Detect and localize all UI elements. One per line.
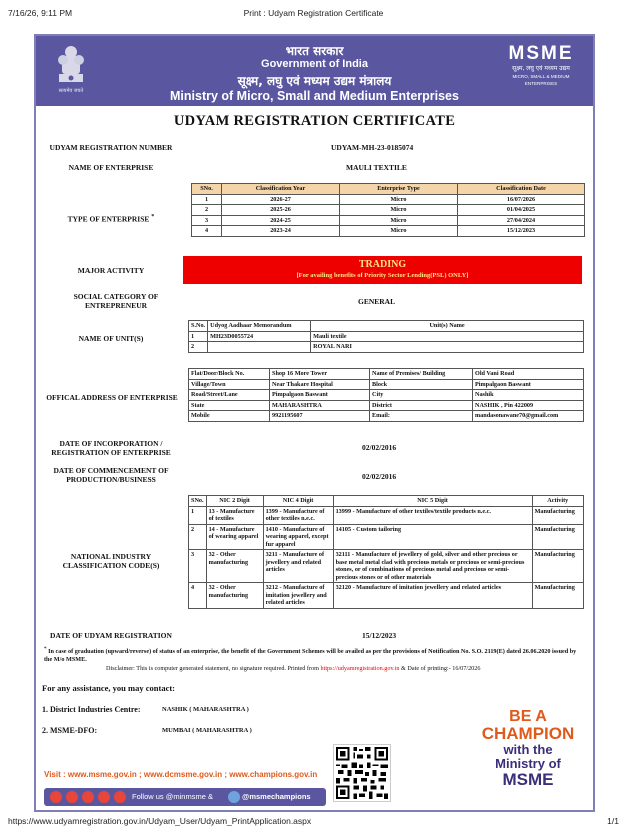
nic-header: NIC 4 Digit — [263, 496, 333, 507]
reg-number-label: UDYAM REGISTRATION NUMBER — [49, 143, 173, 152]
hindi-ministry-title: सूक्ष्म, लघु एवं मध्यम उद्यम मंत्रालय — [237, 74, 392, 88]
visit-links[interactable]: Visit : www.msme.gov.in ; www.dcmsme.gov.in ; www.champions.gov.in — [44, 770, 318, 779]
disclaimer-link[interactable]: https://udyamregistration.gov.in — [320, 665, 400, 672]
nic-header: NIC 5 Digit — [333, 496, 532, 507]
nic-cell: 3212 - Manufacture of imitation jewellery and related articles — [263, 583, 333, 609]
dic-label: 1. District Industries Centre: — [42, 705, 141, 714]
enterprise-name-label: NAME OF ENTERPRISE — [68, 163, 154, 172]
classification-cell: 2024-25 — [222, 215, 340, 226]
nic-row — [189, 550, 584, 583]
dfo-label: 2. MSME-DFO: — [42, 726, 98, 735]
address-cell: 9921195607 — [270, 411, 370, 422]
nic-table — [188, 495, 584, 609]
enterprise-name-value: MAULI TEXTILE — [346, 163, 407, 172]
address-cell: Mobile — [189, 411, 270, 422]
classification-row — [192, 205, 585, 216]
address-row — [189, 369, 584, 380]
footnote-text: In case of graduation (upward/reverse) of status of an enterprise, the benefit of the Government Schemes will be availed as per the provisions of Notification No. S.O. 2119(E) dated 26.06.2020 issued by the M/o MSME. — [44, 648, 577, 663]
classification-header: Classification Year — [222, 184, 340, 195]
classification-cell: 2023-24 — [222, 226, 340, 237]
msme-logo-hindi: सूक्ष्म, लघु एवं मध्यम उद्यम — [512, 65, 570, 72]
twitter-icon[interactable] — [98, 791, 110, 803]
promo-line1: BE A — [509, 708, 547, 725]
classification-row — [192, 194, 585, 205]
nic-header: SNo. — [189, 496, 207, 507]
classification-cell: 2025-26 — [222, 205, 340, 216]
address-cell: NASHIK , Pin 422009 — [473, 400, 584, 411]
units-row — [189, 342, 584, 353]
address-cell: Email: — [370, 411, 473, 422]
print-page-number: 1/1 — [607, 816, 619, 826]
classification-cell: 27/04/2024 — [458, 215, 585, 226]
classification-cell: 15/12/2023 — [458, 226, 585, 237]
nic-header: Activity — [532, 496, 583, 507]
promo-line4: Ministry of — [495, 756, 561, 771]
nic-cell: Manufacturing — [532, 550, 583, 583]
commencement-label: DATE OF COMMENCEMENT OF PRODUCTION/BUSINESS — [53, 466, 169, 484]
contact-heading: For any assistance, you may contact: — [42, 683, 175, 693]
classification-cell: 1 — [192, 194, 222, 205]
incorporation-label: DATE OF INCORPORATION / REGISTRATION OF ENTERPRISE — [51, 439, 171, 457]
nic-cell: 32 - Other manufacturing — [206, 550, 263, 583]
classification-cell: 2 — [192, 205, 222, 216]
type-label — [36, 212, 186, 224]
social-category-label: SOCIAL CATEGORY OF ENTREPRENEUR — [73, 292, 159, 310]
type-label-text: TYPE OF ENTERPRISE — [67, 214, 150, 224]
nic-cell: 14 - Manufacture of wearing apparel — [206, 524, 263, 550]
youtube-icon[interactable] — [82, 791, 94, 803]
classification-table — [191, 183, 585, 237]
promo-line5: MSME — [502, 770, 554, 789]
print-title: Print : Udyam Registration Certificate — [243, 8, 384, 18]
print-datetime: 7/16/26, 9:11 PM — [8, 8, 73, 18]
address-cell: Near Thakare Hospital — [270, 379, 370, 390]
nic-row — [189, 506, 584, 524]
address-cell: Shop 16 More Tower — [270, 369, 370, 380]
print-footer — [0, 814, 627, 832]
classification-cell: Micro — [340, 194, 458, 205]
nic-cell: 1410 - Manufacture of wearing apparel, except fur apparel — [263, 524, 333, 550]
address-cell: City — [370, 390, 473, 401]
nic-cell: 3211 - Manufacture of jewellery and related articles — [263, 550, 333, 583]
nic-header: NIC 2 Digit — [206, 496, 263, 507]
gov-title: Government of India — [261, 58, 368, 70]
units-cell — [208, 342, 311, 353]
nic-cell: 32120 - Manufacture of imitation jewellery and related articles — [333, 583, 532, 609]
nic-cell: 13 - Manufacture of textiles — [206, 506, 263, 524]
nic-cell: 14105 - Custom tailoring — [333, 524, 532, 550]
address-cell: Flat/Door/Block No. — [189, 369, 270, 380]
champion-promo — [469, 708, 587, 789]
units-header: Udyog Aadhaar Memorandum — [208, 321, 311, 332]
nic-cell: 32111 - Manufacture of jewellery of gold, silver and other precious or base metal metal clad with precious metals or precious or semi-precious stones, or of combinations of precious metal and precious or semi-precious stones or of other materials — [333, 550, 532, 583]
address-cell: Pimpalgaon Baswant — [270, 390, 370, 401]
units-cell: MH23D0055724 — [208, 331, 311, 342]
units-cell: Mauli textile — [311, 331, 584, 342]
nic-cell: Manufacturing — [532, 524, 583, 550]
promo-line3: with the — [503, 742, 553, 757]
linkedin-icon[interactable] — [114, 791, 126, 803]
classification-cell: Micro — [340, 215, 458, 226]
hindi-gov-title: भारत सरकार — [285, 44, 344, 58]
nic-cell: 1 — [189, 506, 207, 524]
ministry-banner — [36, 36, 593, 106]
udyam-date-value: 15/12/2023 — [362, 631, 397, 640]
print-header — [0, 0, 627, 22]
msme-logo-sub: MICRO, SMALL & MEDIUM ENTERPRISES — [512, 74, 570, 86]
classification-header: SNo. — [192, 184, 222, 195]
address-cell: Nashik — [473, 390, 584, 401]
address-cell: District — [370, 400, 473, 411]
address-label: OFFICAL ADDRESS OF ENTERPRISE — [46, 393, 178, 402]
type-star: * — [151, 213, 155, 220]
classification-row — [192, 215, 585, 226]
address-cell: MAHARASHTRA — [270, 400, 370, 411]
msme-logo — [499, 44, 583, 90]
certificate-frame — [34, 34, 595, 812]
follow-text: Follow us @minmsme & — [132, 792, 213, 801]
units-label: NAME OF UNIT(S) — [78, 334, 144, 343]
address-cell: Village/Town — [189, 379, 270, 390]
nic-header-row — [189, 496, 584, 507]
classification-cell: Micro — [340, 226, 458, 237]
reg-number-value: UDYAM-MH-23-0185074 — [331, 143, 414, 152]
address-row — [189, 390, 584, 401]
ministry-title: Ministry of Micro, Small and Medium Enterprises — [170, 89, 459, 103]
classification-cell: Micro — [340, 205, 458, 216]
footnote-star: * — [44, 646, 47, 652]
nic-row — [189, 583, 584, 609]
classification-header: Classification Date — [458, 184, 585, 195]
units-header-row — [189, 321, 584, 332]
classification-header: Enterprise Type — [340, 184, 458, 195]
classification-cell: 16/07/2026 — [458, 194, 585, 205]
address-row — [189, 411, 584, 422]
address-cell: mandasonawane70@gmail.com — [473, 411, 584, 422]
address-cell: Name of Premises/ Building — [370, 369, 473, 380]
facebook-icon[interactable] — [50, 791, 62, 803]
address-cell: Pimpalgaon Baswant — [473, 379, 584, 390]
address-table — [188, 368, 584, 422]
nic-cell: 4 — [189, 583, 207, 609]
classification-header-row — [192, 184, 585, 195]
major-activity-note: [For availing benefits of Priority Sector Lending(PSL) ONLY] — [296, 272, 469, 279]
nic-cell: 2 — [189, 524, 207, 550]
nic-cell: 3 — [189, 550, 207, 583]
nic-cell: Manufacturing — [532, 583, 583, 609]
print-url: https://www.udyamregistration.gov.in/Udyam_User/Udyam_PrintApplication.aspx — [8, 816, 312, 826]
nic-cell: 13999 - Manufacture of other textiles/textile products n.e.c. — [333, 506, 532, 524]
address-cell: Old Vani Road — [473, 369, 584, 380]
dfo-value: MUMBAI ( MAHARASHTRA ) — [162, 727, 252, 734]
units-cell: 1 — [189, 331, 208, 342]
graduation-footnote — [44, 646, 584, 663]
address-row — [189, 400, 584, 411]
classification-cell: 01/04/2025 — [458, 205, 585, 216]
units-header: Unit(s) Name — [311, 321, 584, 332]
disclaimer — [106, 665, 586, 673]
address-cell: Block — [370, 379, 473, 390]
social-bar — [44, 788, 326, 806]
units-cell: 2 — [189, 342, 208, 353]
address-cell: State — [189, 400, 270, 411]
units-table — [188, 320, 584, 353]
champions-handle[interactable]: @msmechampions — [242, 792, 311, 801]
units-header: S.No. — [189, 321, 208, 332]
major-activity-value: TRADING — [358, 259, 407, 270]
address-row — [189, 379, 584, 390]
certificate-title: UDYAM REGISTRATION CERTIFICATE — [173, 113, 456, 129]
classification-cell: 3 — [192, 215, 222, 226]
units-cell: ROYAL NARI — [311, 342, 584, 353]
nic-row — [189, 524, 584, 550]
promo-line2: CHAMPION — [481, 724, 575, 743]
disclaimer-suffix: & Date of printing:- 16/07/2026 — [401, 665, 481, 672]
social-handle-icon[interactable] — [228, 791, 240, 803]
address-cell: Road/Street/Lane — [189, 390, 270, 401]
classification-row — [192, 226, 585, 237]
qr-code-icon — [333, 744, 391, 802]
udyam-date-label: DATE OF UDYAM REGISTRATION — [50, 631, 172, 640]
major-activity-label: MAJOR ACTIVITY — [77, 266, 145, 275]
nic-label: NATIONAL INDUSTRY CLASSIFICATION CODE(S) — [62, 552, 160, 570]
incorporation-date: 02/02/2016 — [362, 443, 397, 452]
nic-cell: 1399 - Manufacture of other textiles n.e.c. — [263, 506, 333, 524]
nic-cell: Manufacturing — [532, 506, 583, 524]
disclaimer-prefix: Disclaimer: This is computer generated statement, no signature required. Printed from — [106, 665, 319, 672]
units-row — [189, 331, 584, 342]
classification-cell: 2026-27 — [222, 194, 340, 205]
emblem-caption: सत्यमेव जयते — [58, 88, 84, 94]
major-activity-box — [183, 256, 582, 284]
commencement-date: 02/02/2016 — [362, 472, 397, 481]
classification-cell: 4 — [192, 226, 222, 237]
social-category-value: GENERAL — [358, 297, 396, 306]
nic-cell: 32 - Other manufacturing — [206, 583, 263, 609]
dic-value: NASHIK ( MAHARASHTRA ) — [162, 706, 249, 713]
msme-logo-word: MSME — [508, 43, 574, 64]
instagram-icon[interactable] — [66, 791, 78, 803]
